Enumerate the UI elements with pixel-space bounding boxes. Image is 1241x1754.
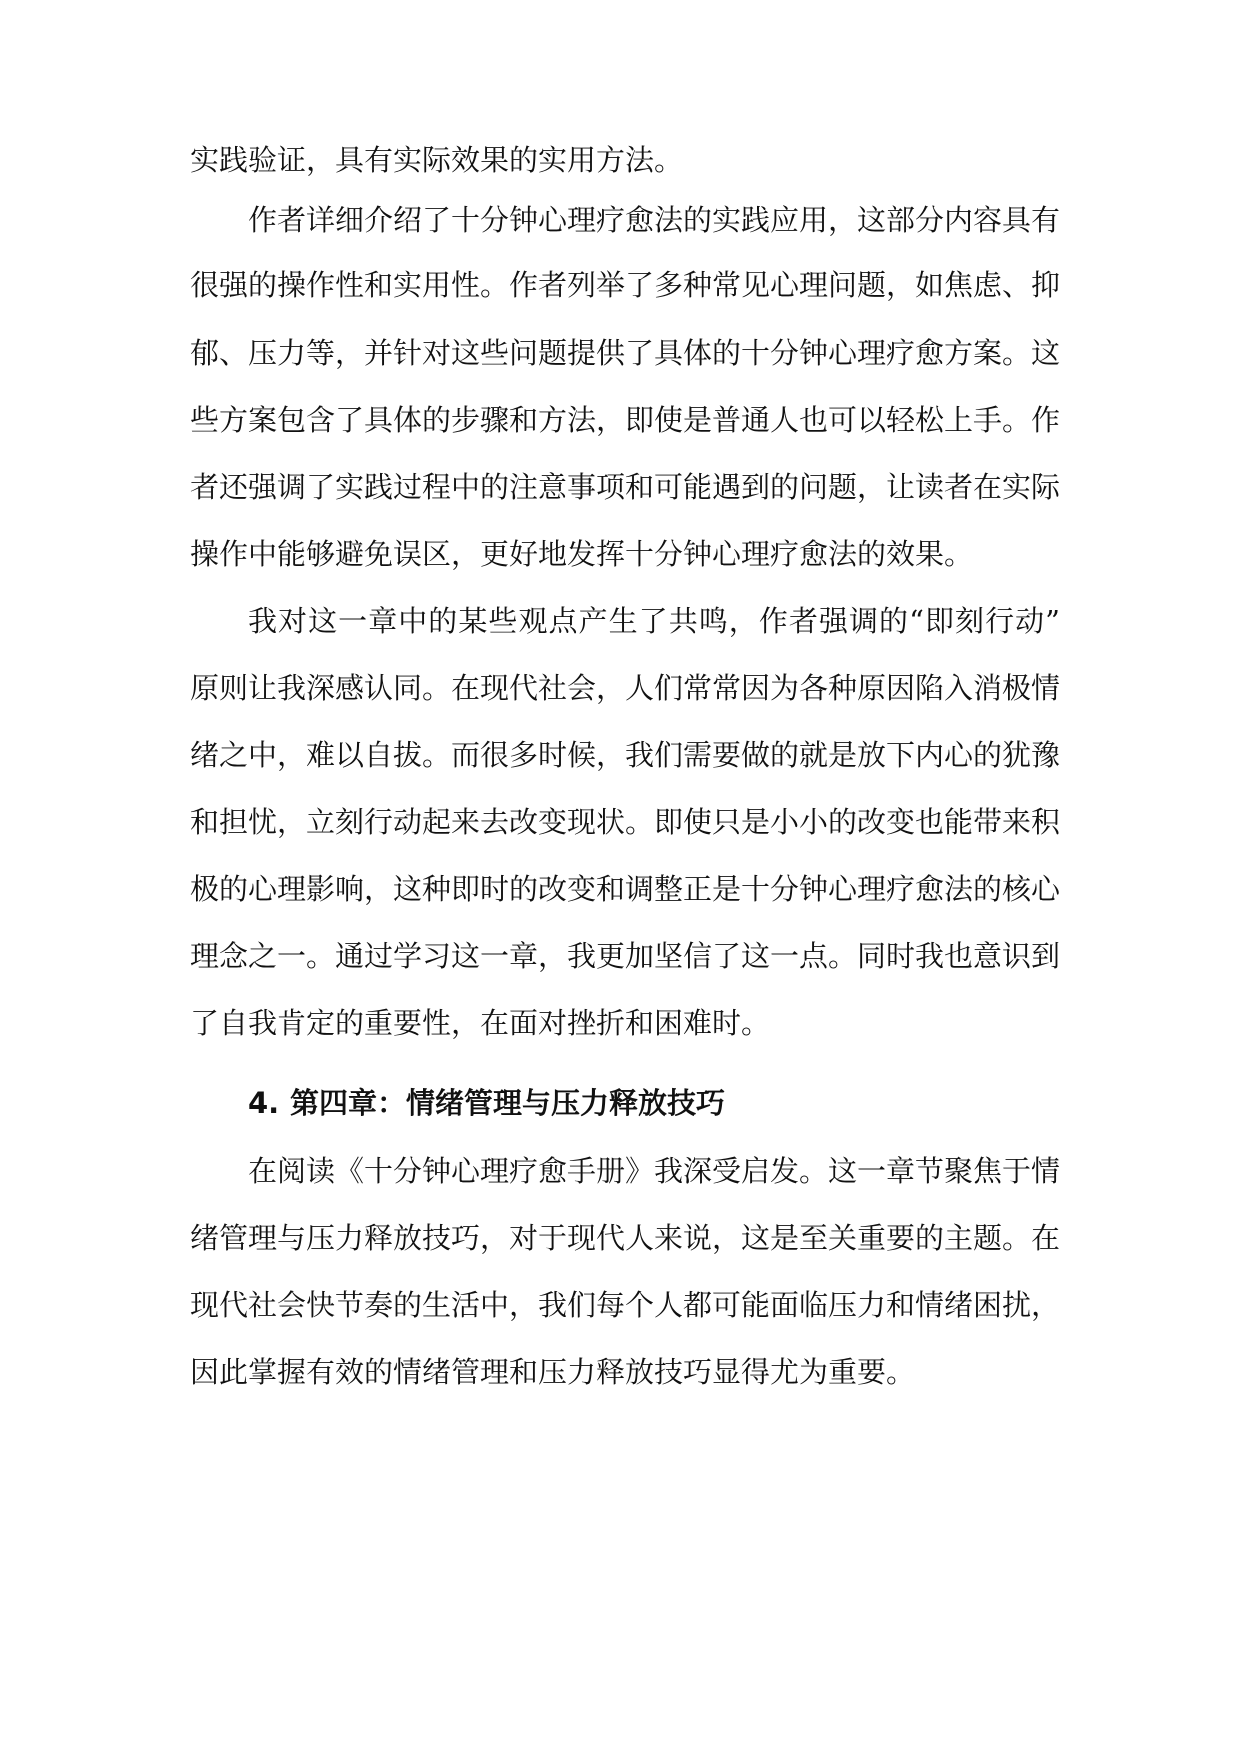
paragraph-3-line-3: 现代社会快节奏的生活中，我们每个人都可能面临压力和情绪困扰， [190, 1288, 1060, 1322]
section-title: 第四章：情绪管理与压力释放技巧 [290, 1086, 726, 1120]
paragraph-1-line-1: 作者详细介绍了十分钟心理疗愈法的实践应用，这部分内容具有 [248, 203, 1060, 237]
paragraph-1-line-2: 很强的操作性和实用性。作者列举了多种常见心理问题，如焦虑、抑 [190, 268, 1060, 302]
paragraph-2-line-5: 极的心理影响，这种即时的改变和调整正是十分钟心理疗愈法的核心 [190, 872, 1060, 906]
paragraph-2-line-3: 绪之中，难以自拔。而很多时候，我们需要做的就是放下内心的犹豫 [190, 738, 1060, 772]
paragraph-1-line-4: 些方案包含了具体的步骤和方法，即使是普通人也可以轻松上手。作 [190, 403, 1060, 437]
paragraph-1-line-6: 操作中能够避免误区，更好地发挥十分钟心理疗愈法的效果。 [190, 537, 974, 571]
paragraph-2-line-6: 理念之一。通过学习这一章，我更加坚信了这一点。同时我也意识到 [190, 939, 1060, 973]
paragraph-1-line-3: 郁、压力等，并针对这些问题提供了具体的十分钟心理疗愈方案。这 [190, 336, 1060, 370]
paragraph-2-line-1: 我对这一章中的某些观点产生了共鸣，作者强调的“即刻行动” [248, 604, 1060, 638]
paragraph-3-line-4: 因此掌握有效的情绪管理和压力释放技巧显得尤为重要。 [190, 1355, 916, 1389]
paragraph-3-line-2: 绪管理与压力释放技巧，对于现代人来说，这是至关重要的主题。在 [190, 1221, 1060, 1255]
section-number: 4. [248, 1086, 280, 1120]
paragraph-2-line-4: 和担忧，立刻行动起来去改变现状。即使只是小小的改变也能带来积 [190, 805, 1060, 839]
paragraph-2-line-2: 原则让我深感认同。在现代社会，人们常常因为各种原因陷入消极情 [190, 671, 1060, 705]
paragraph-0-line-1: 实践验证，具有实际效果的实用方法。 [190, 143, 684, 177]
paragraph-1-line-5: 者还强调了实践过程中的注意事项和可能遇到的问题，让读者在实际 [190, 470, 1060, 504]
paragraph-3-line-1: 在阅读《十分钟心理疗愈手册》我深受启发。这一章节聚焦于情 [248, 1154, 1060, 1188]
section-heading [248, 1083, 1060, 1123]
paragraph-2-line-7: 了自我肯定的重要性，在面对挫折和困难时。 [190, 1006, 771, 1040]
